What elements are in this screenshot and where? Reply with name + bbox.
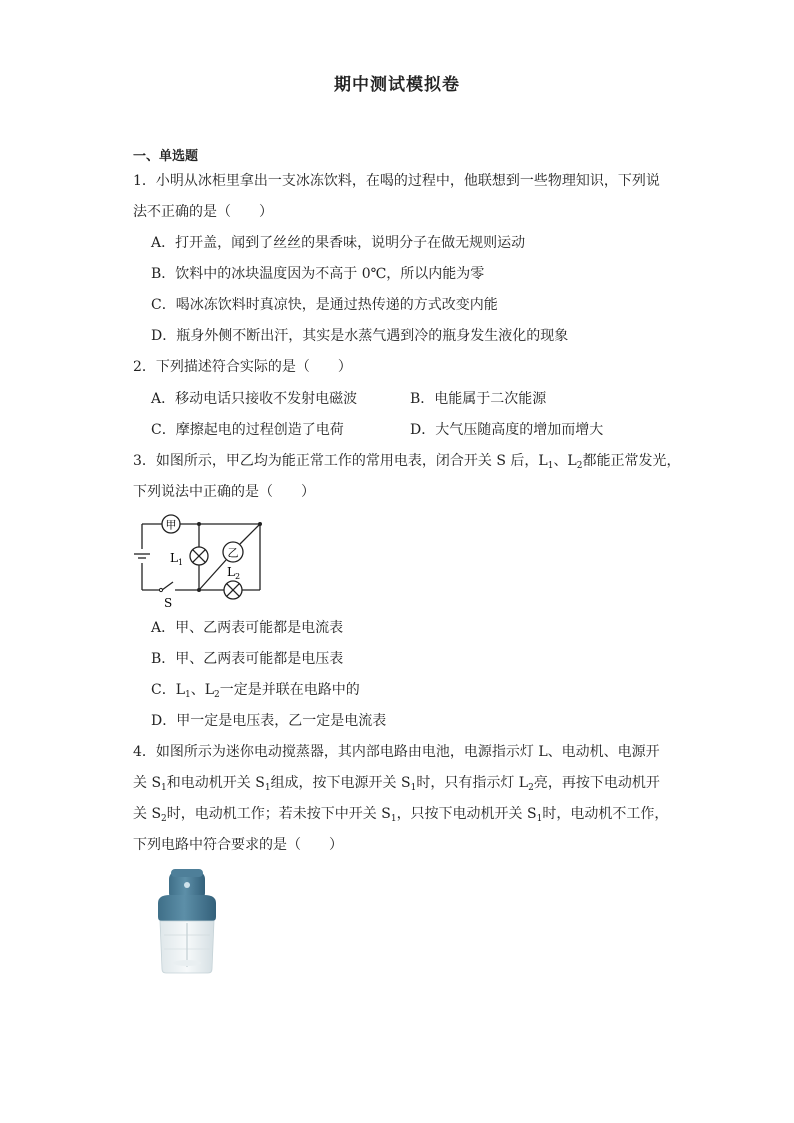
q3-option-a: A．甲、乙两表可能都是电流表: [151, 620, 344, 636]
q4-stem-line1: 4．如图所示为迷你电动搅蒸器，其内部电路由电池，电源指示灯 L、电动机、电源开: [133, 744, 660, 760]
q2-option-c: C．摩擦起电的过程创造了电荷: [151, 422, 344, 438]
q3-stem-line1: 3．如图所示，甲乙均为能正常工作的常用电表，闭合开关 S 后，$L_1$、$L_2$都能正常发光，: [133, 453, 681, 471]
lamp-l2-label: $L_2$: [227, 565, 241, 581]
food-processor-image: [150, 865, 225, 977]
q1-option-a: A．打开盖，闻到了丝丝的果香味，说明分子在做无规则运动: [151, 235, 526, 251]
meter-jia-label: 甲: [165, 518, 177, 532]
q1-option-c: C．喝冰冻饮料时真凉快，是通过热传递的方式改变内能: [151, 297, 498, 313]
page-title: 期中测试模拟卷: [334, 75, 460, 95]
q1-stem-line1: 1．小明从冰柜里拿出一支冰冻饮料，在喝的过程中，他联想到一些物理知识，下列说: [133, 173, 660, 189]
q4-stem-line3: 关 $S_2$时，电动机工作；若未按下中开关 $S_1$，只按下电动机开关 $S_1$时，电动机不工作，: [133, 806, 669, 824]
q3-option-c: C．$L_1$、$L_2$一定是并联在电路中的: [151, 682, 360, 700]
q3-option-b: B．甲、乙两表可能都是电压表: [151, 651, 344, 667]
section-heading: 一、单选题: [133, 149, 199, 164]
q1-option-b: B．饮料中的冰块温度因为不高于 0℃，所以内能为零: [151, 266, 485, 282]
circuit-diagram: [128, 510, 273, 612]
switch-label: S: [164, 596, 173, 610]
q2-option-b: B．电能属于二次能源: [410, 391, 547, 407]
lamp-l1-label: $L_1$: [170, 551, 184, 567]
q4-stem-line2: 关 $S_1$和电动机开关 $S_1$组成，按下电源开关 $S_1$时，只有指示灯 $L_2$亮，再按下电动机开: [133, 775, 660, 793]
q3-stem-line2: 下列说法中正确的是（ ）: [133, 484, 315, 500]
q1-stem-line2: 法不正确的是（ ）: [133, 204, 273, 220]
q1-option-d: D．瓶身外侧不断出汗，其实是水蒸气遇到冷的瓶身发生液化的现象: [151, 328, 569, 344]
q2-option-d: D．大气压随高度的增加而增大: [410, 422, 604, 438]
q2-option-a: A．移动电话只接收不发射电磁波: [151, 391, 358, 407]
q3-option-d: D．甲一定是电压表，乙一定是电流表: [151, 713, 387, 729]
meter-yi-label: 乙: [227, 546, 239, 560]
q2-stem: 2．下列描述符合实际的是（ ）: [133, 359, 352, 375]
q4-stem-line4: 下列电路中符合要求的是（ ）: [133, 837, 343, 853]
